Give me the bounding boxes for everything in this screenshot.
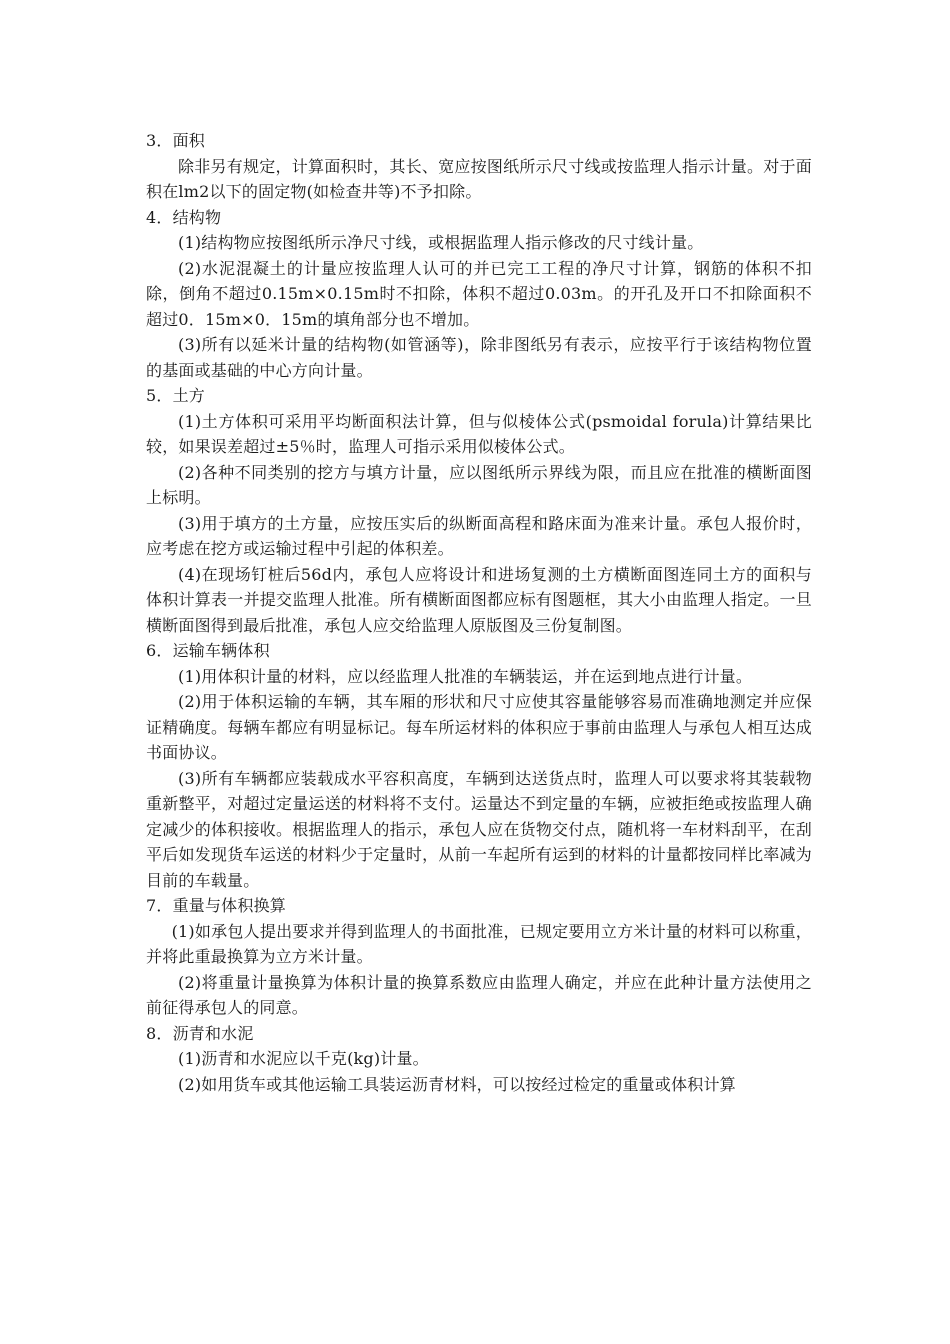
paragraph-earthwork-4: (4)在现场钉桩后56d内，承包人应将设计和进场复测的土方横断面图连同土方的面积与体积计算表一并提交监理人批准。所有横断面图都应标有图题框，其大小由监理人指定。一旦横断面图得到最后批准，承包人应交给监理人原版图及三份复制图。: [146, 564, 812, 635]
paragraph-structures-3: (3)所有以延米计量的结构物(如管涵等)，除非图纸另有表示，应按平行于该结构物位置的基面或基础的中心方向计量。: [146, 335, 812, 380]
paragraph-asphalt-cement-1: (1)沥青和水泥应以千克(kg)计量。: [178, 1049, 429, 1068]
section-heading-structures: 4．结构物: [146, 207, 222, 227]
paragraph-vehicle-volume-1: (1)用体积计量的材料，应以经监理人批准的车辆装运，并在运到地点进行计量。: [178, 666, 753, 686]
section-heading-earthwork: 5．土方: [146, 386, 205, 405]
paragraph-weight-volume-1: (1)如承包人提出要求并得到监理人的书面批准，已规定要用立方米计量的材料可以称重，并将此重最换算为立方米计量。: [146, 921, 812, 966]
paragraph-structures-1: (1)结构物应按图纸所示净尺寸线，或根据监理人指示修改的尺寸线计量。: [178, 233, 704, 252]
paragraph-asphalt-cement-2: (2)如用货车或其他运输工具装运沥青材料，可以按经过检定的重量或体积计算: [178, 1074, 736, 1094]
paragraph-area-1: 除非另有规定，计算面积时，其长、宽应按图纸所示尺寸线或按监理人指示计量。对于面积在lm2以下的固定物(如检查井等)不予扣除。: [146, 156, 812, 201]
paragraph-vehicle-volume-3: (3)所有车辆都应装载成水平容积高度，车辆到达送货点时，监理人可以要求将其装载物重新整平，对超过定量运送的材料将不支付。运量达不到定量的车辆，应被拒绝或按监理人确定减少的体积接收。根据监理人的指示，承包人应在货物交付点，随机将一车材料刮平，在刮平后如发现货车运送的材料少于定量时，从前一车起所有运到的材料的计量都按同样比率减为目前的车载量。: [146, 768, 812, 890]
paragraph-weight-volume-2: (2)将重量计量换算为体积计量的换算系数应由监理人确定，并应在此种计量方法使用之前征得承包人的同意。: [146, 972, 812, 1017]
section-heading-weight-volume: 7．重量与体积换算: [146, 896, 286, 915]
section-heading-vehicle-volume: 6．运输车辆体积: [146, 641, 270, 660]
paragraph-earthwork-2: (2)各种不同类别的挖方与填方计量，应以图纸所示界线为限，而且应在批准的横断面图上标明。: [146, 462, 812, 507]
section-heading-area: 3．面积: [146, 131, 205, 150]
paragraph-earthwork-3: (3)用于填方的土方量，应按压实后的纵断面高程和路床面为准来计量。承包人报价时，应考虑在挖方或运输过程中引起的体积差。: [146, 513, 812, 558]
document-body: [146, 128, 812, 1097]
paragraph-vehicle-volume-2: (2)用于体积运输的车辆，其车厢的形状和尺寸应使其容量能够容易而准确地测定并应保证精确度。每辆车都应有明显标记。每车所运材料的体积应于事前由监理人与承包人相互达成书面协议。: [146, 692, 812, 762]
paragraph-structures-2: (2)水泥混凝土的计量应按监理人认可的并已完工工程的净尺寸计算，钢筋的体积不扣除，倒角不超过0.15m×0.15m时不扣除，体积不超过0.03m。的开孔及开口不扣除面积不超过0．15m×0．15m的填角部分也不增加。: [146, 258, 812, 329]
section-heading-asphalt-cement: 8．沥青和水泥: [146, 1023, 254, 1043]
paragraph-earthwork-1: (1)土方体积可采用平均断面积法计算，但与似棱体公式(psmoidal forula)计算结果比较，如果误差超过±5％时，监理人可指示采用似棱体公式。: [146, 411, 812, 456]
